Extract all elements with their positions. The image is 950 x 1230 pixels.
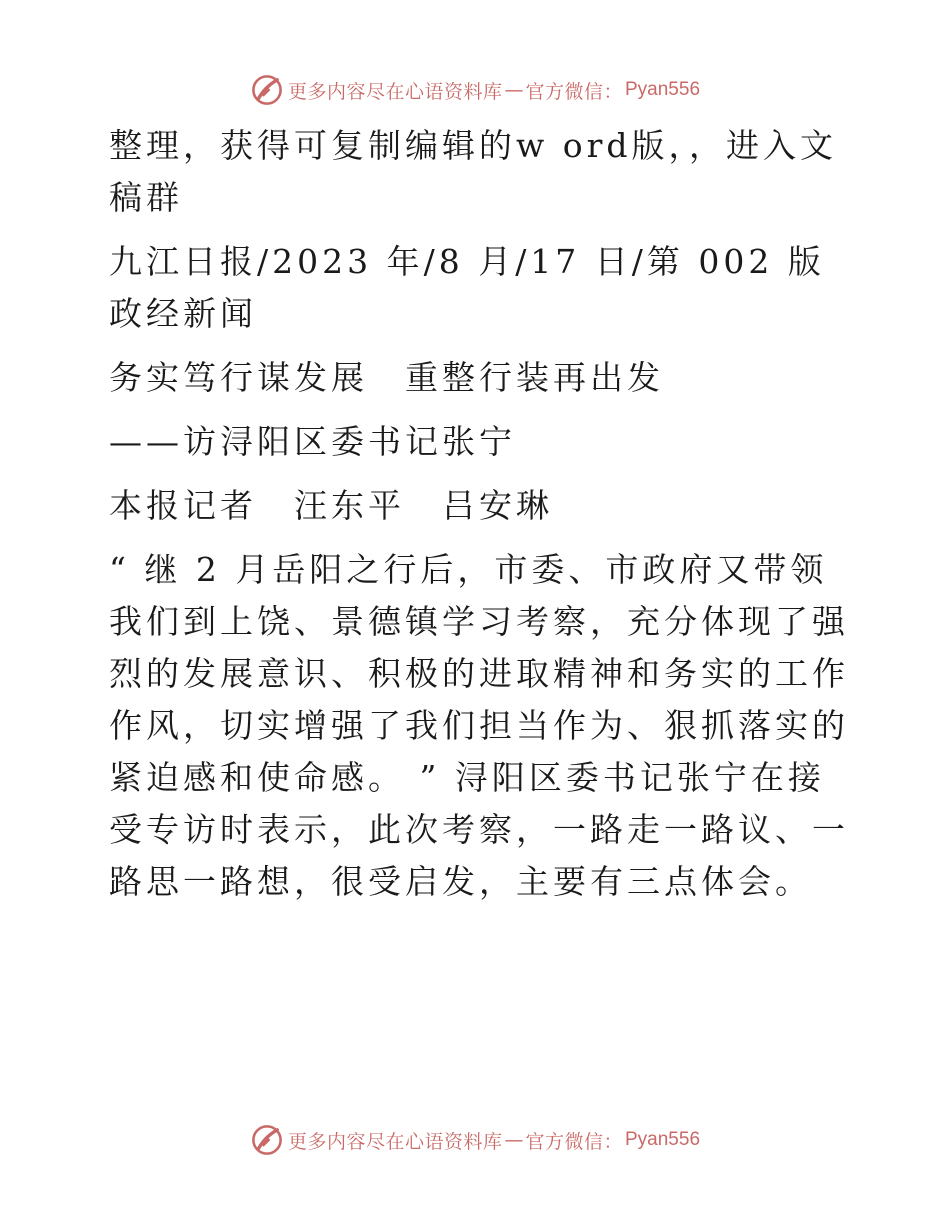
watermark-site-text: 更多内容尽在心语资料库	[287, 1130, 503, 1153]
document-body	[97, 120, 857, 908]
watermark-site-text: 更多内容尽在心语资料库	[287, 80, 503, 103]
doc-byline: 本报记者 汪东平 吕安琳	[109, 486, 553, 525]
doc-subheadline: ——访浔阳区委书记张宁	[109, 422, 516, 461]
footer-watermark	[0, 1120, 950, 1160]
brush-logo-icon	[250, 73, 284, 107]
watermark-wechat-label: 官方微信：	[525, 80, 623, 103]
brush-logo-icon	[250, 1123, 284, 1157]
watermark-wechat-label: 官方微信：	[525, 1130, 623, 1153]
watermark-separator: —	[504, 79, 524, 101]
watermark-wechat-id: Pyan556	[625, 79, 701, 100]
doc-paragraph-body: “ 继 2 月岳阳之行后，市委、市政府又带领我们到上饶、景德镇学习考察，充分体现了强烈的发展意识、积极的进取精神和务实的工作作风，切实增强了我们担当作为、狠抓落实的紧迫感和使命感。 ” 浔阳区委书记张宁在接受专访时表示，此次考察，一路走一路议、一路思一路想，很受启发，主要有三点体会。	[109, 550, 849, 901]
doc-paragraph-source: 九江日报/2023 年/8 月/17 日/第 002 版政经新闻	[109, 242, 825, 333]
watermark-wechat-id: Pyan556	[625, 1129, 701, 1150]
watermark-separator: —	[504, 1129, 524, 1151]
doc-headline: 务实笃行谋发展 重整行装再出发	[109, 358, 664, 397]
header-watermark	[0, 70, 950, 110]
doc-paragraph-note: 整理，获得可复制编辑的w ord版，，进入文稿群	[109, 126, 838, 217]
